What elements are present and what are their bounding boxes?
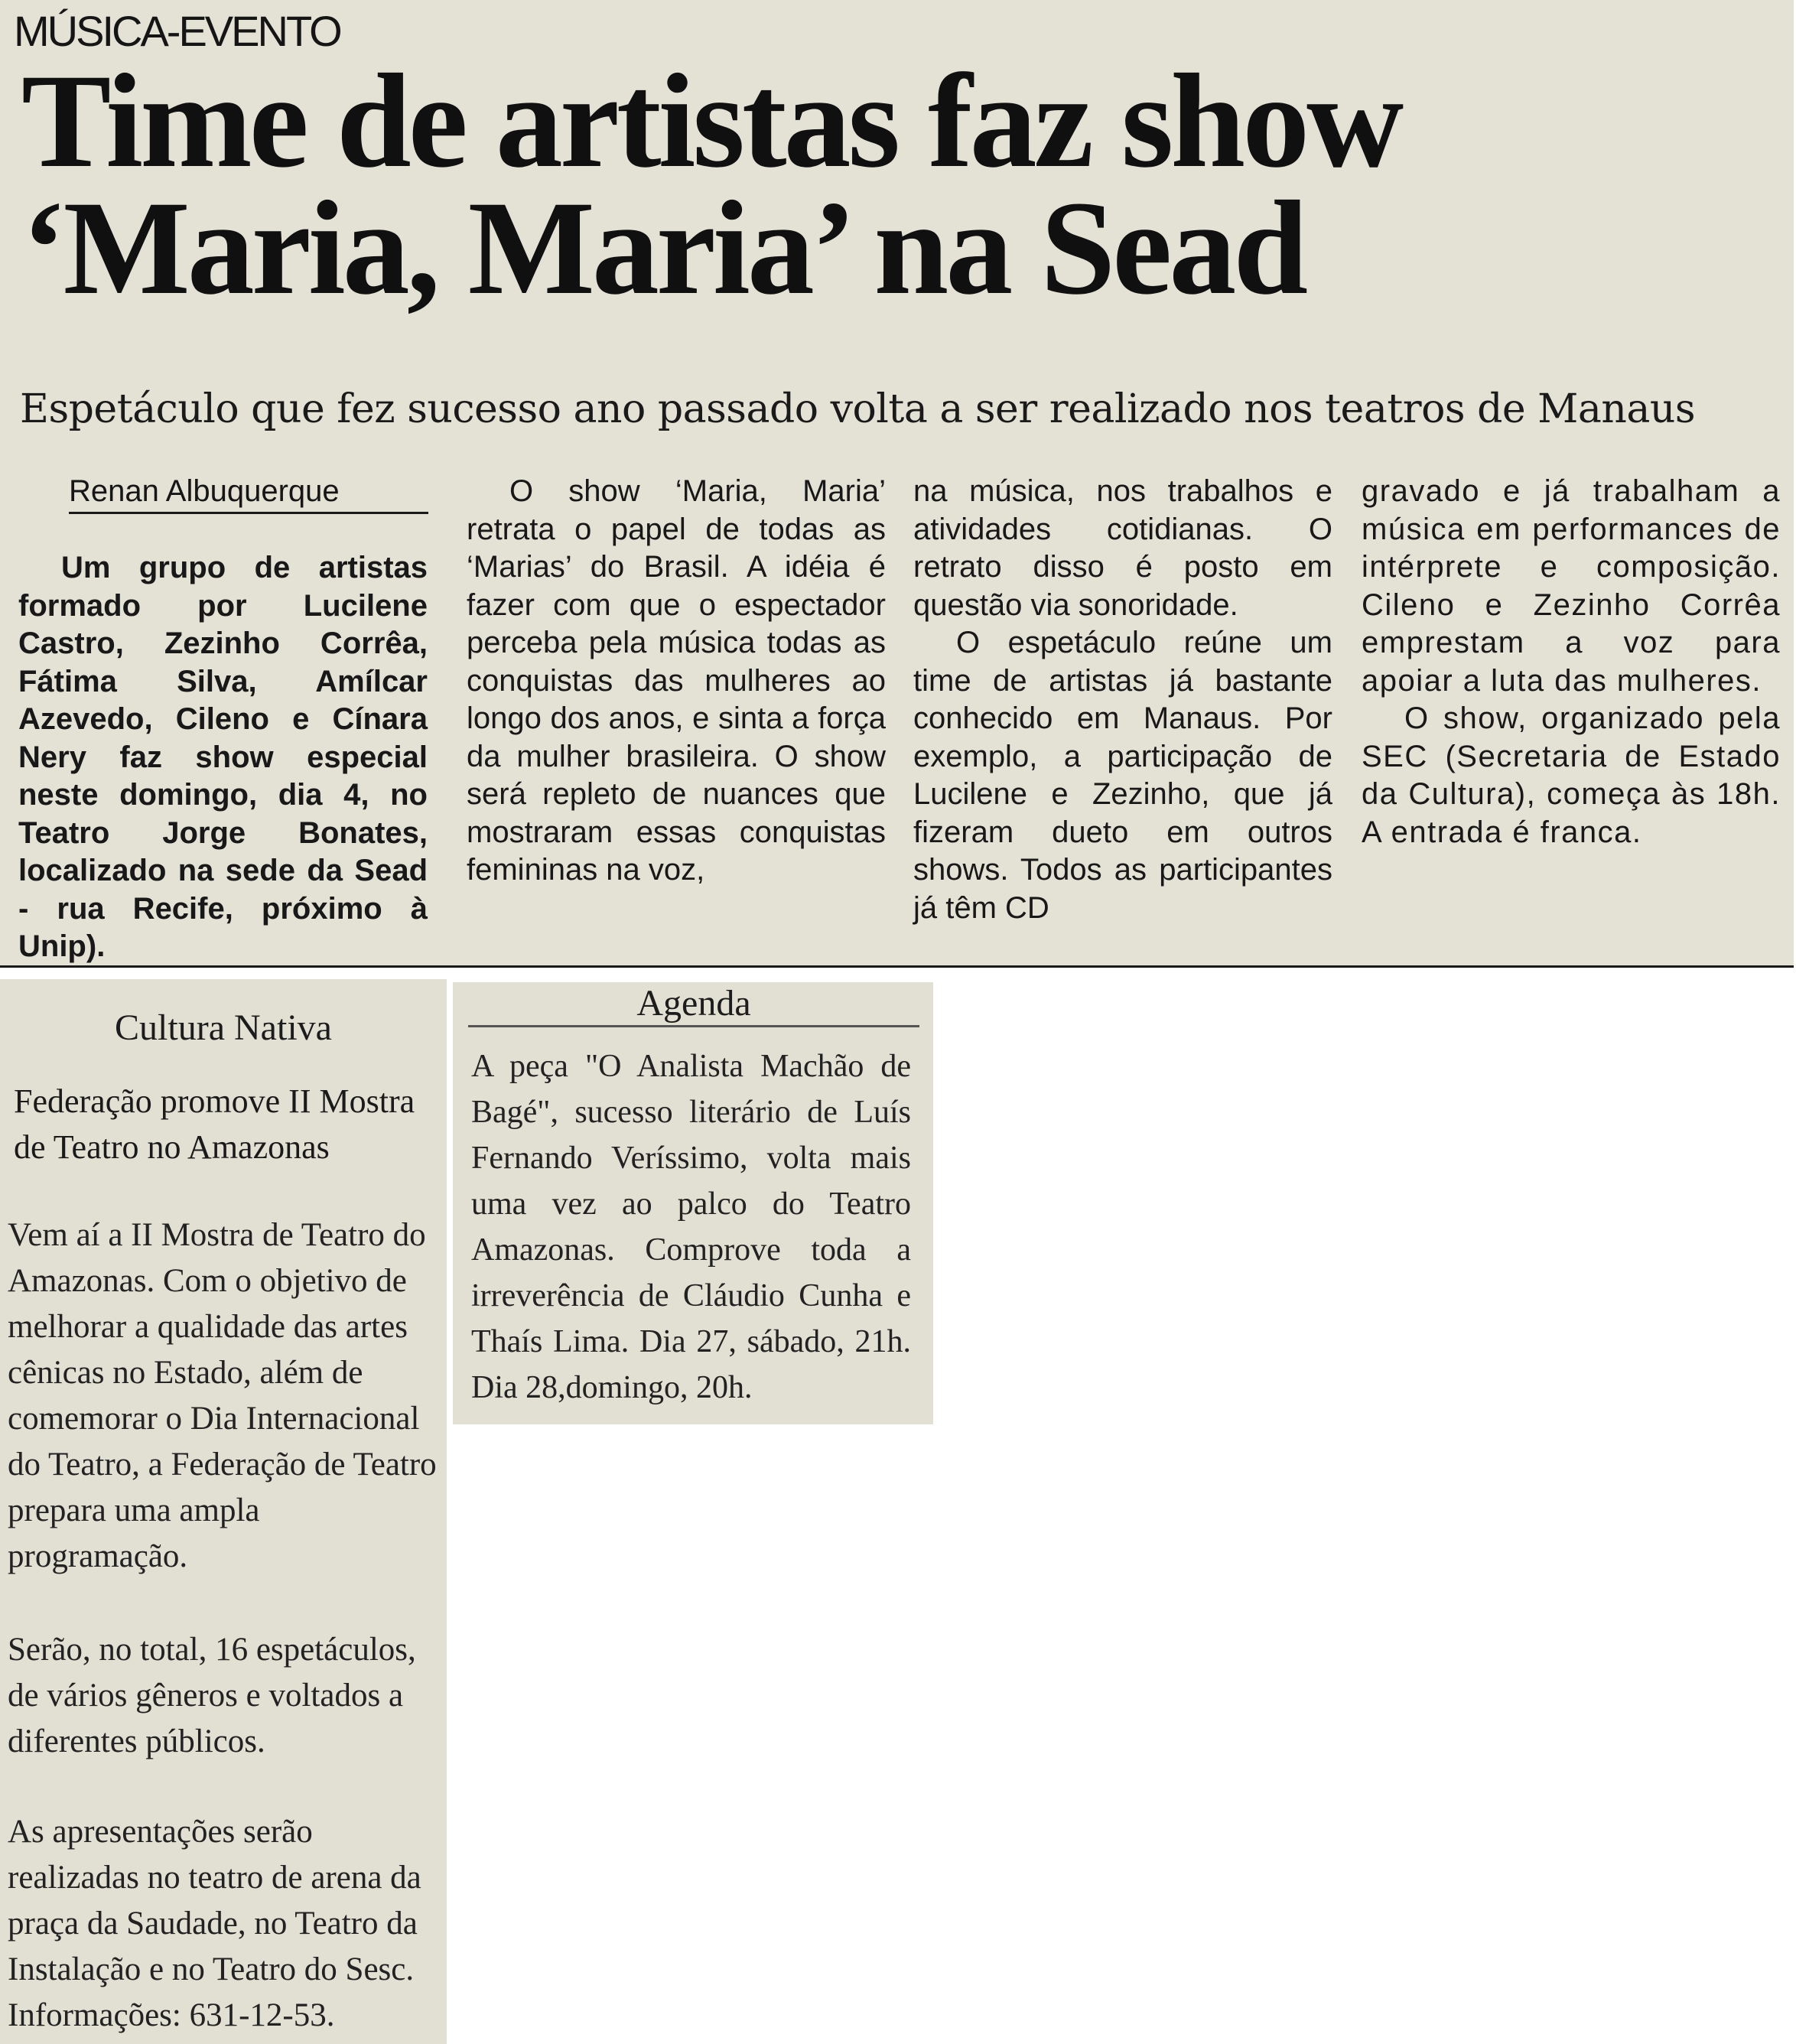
box-title: Cultura Nativa xyxy=(115,1007,332,1048)
box-subtitle: Federação promove II Mostra de Teatro no Amazonas xyxy=(14,1082,415,1166)
main-article xyxy=(0,0,1794,968)
headline xyxy=(21,47,1781,323)
paragraph: A peça "O Analista Machão de Bagé", sucesso literário de Luís Fernando Veríssimo, volta mais uma vez ao palco do Teatro Amazonas. Comprove toda a irreverência de Cláudio Cunha e Thaís Lima. Dia 27, sábado, 21h. Dia 28,domingo, 20h. xyxy=(471,1049,911,1405)
agenda-box xyxy=(453,982,933,1424)
headline-line-1: Time de artistas faz show xyxy=(21,47,1401,196)
paragraph: Serão, no total, 16 espetáculos, de vários gêneros e voltados a diferentes públicos. xyxy=(8,1632,416,1759)
paragraph: Um grupo de artistas formado por Lucilene Castro, Zezinho Corrêa, Fátima Silva, Amílcar Azevedo, Cileno e Cínara Nery faz show especial neste domingo, dia 4, no Teatro Jorge Bonates, localizado na sede da Sead - rua Recife, próximo à Unip). xyxy=(18,551,428,963)
paragraph: gravado e já trabalham a música em performances de intérprete e composição. Cileno e Zezinho Corrêa emprestam a voz para apoiar a luta das mulheres. xyxy=(1362,474,1781,698)
paragraph: O espetáculo reúne um time de artistas já bastante conhecido em Manaus. Por exemplo, a participação de Lucilene e Zezinho, que já fizeram dueto em outros shows. Todos as participantes já têm CD xyxy=(913,626,1332,925)
headline-line-2: ‘Maria, Maria’ na Sead xyxy=(21,174,1306,323)
box-title: Agenda xyxy=(468,982,919,1027)
section-label: MÚSICA-EVENTO xyxy=(14,7,340,55)
paragraph: O show ‘Maria, Maria’ retrata o papel de todas as ‘Marias’ do Brasil. A idéia é fazer com que o espectador perceba pela música todas as conquistas das mulheres ao longo dos anos, e sinta a força da mulher brasileira. O show será repleto de nuances que mostraram essas conquistas femininas na voz, xyxy=(467,474,886,887)
article-column-2 xyxy=(467,473,886,890)
paragraph: na música, nos trabalhos e atividades cotidianas. O retrato disso é posto em questão via sonoridade. xyxy=(913,474,1332,622)
article-column-1 xyxy=(18,549,428,966)
paragraph: As apresentações serão realizadas no teatro de arena da praça da Saudade, no Teatro da Instalação e no Teatro do Sesc. Informações: 631-12-53. xyxy=(8,1814,421,2033)
paragraph: Vem aí a II Mostra de Teatro do Amazonas. Com o objetivo de melhorar a qualidade das artes cênicas no Estado, além de comemorar o Dia Internacional do Teatro, a Federação de Teatro prepara uma ampla programação. xyxy=(8,1217,437,1574)
article-column-4 xyxy=(1362,473,1781,851)
cultura-nativa-box xyxy=(0,979,447,2044)
byline: Renan Albuquerque xyxy=(69,472,428,514)
paragraph: O show, organizado pela SEC (Secretaria de Estado da Cultura), começa às 18h. A entrada é franca. xyxy=(1362,701,1781,849)
article-column-3 xyxy=(913,473,1332,927)
subheadline: Espetáculo que fez sucesso ano passado volta a ser realizado nos teatros de Manaus xyxy=(20,386,1696,432)
